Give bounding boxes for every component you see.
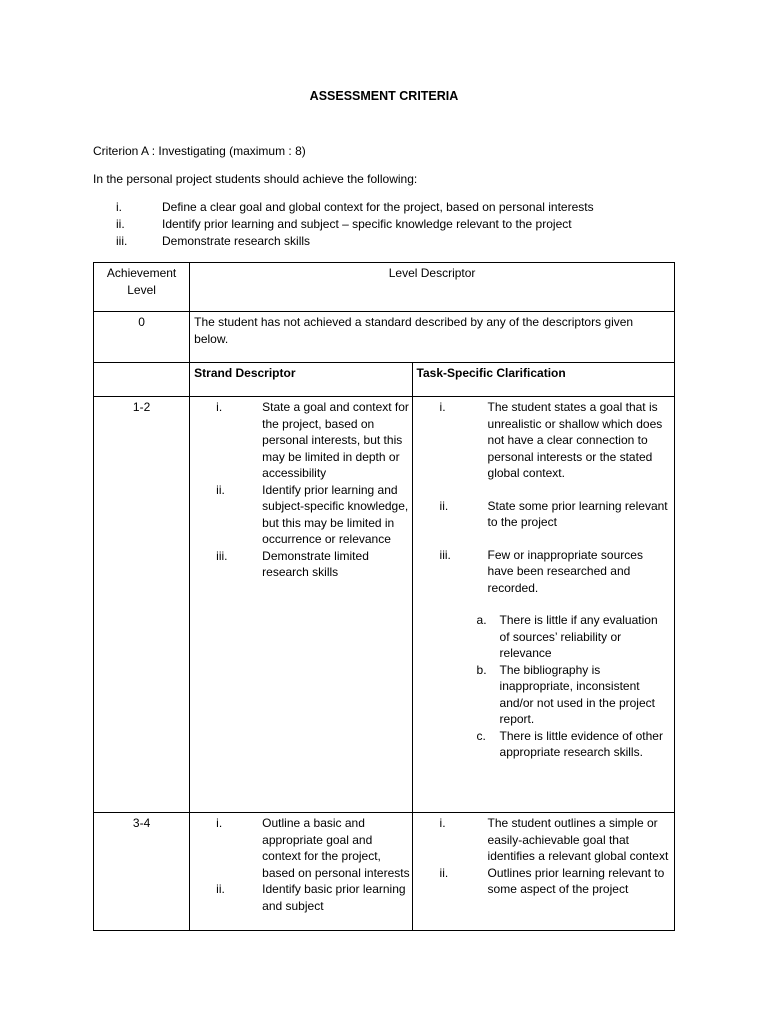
- task-list: [413, 815, 674, 898]
- item-number: i.: [439, 816, 446, 830]
- task-sub-list: [413, 612, 674, 761]
- item-number: i.: [216, 400, 223, 414]
- list-item: [413, 865, 674, 898]
- objective-text: Demonstrate research skills: [162, 234, 311, 248]
- page-title: ASSESSMENT CRITERIA: [309, 89, 459, 103]
- objective-number: i.: [116, 200, 122, 214]
- item-text: The bibliography is inappropriate, inconsistent and/or not used in the project report.: [499, 662, 655, 726]
- objective-item: [93, 216, 594, 233]
- item-number: i.: [216, 816, 223, 830]
- item-text: There is little evidence of other appropriate research skills.: [499, 728, 663, 759]
- list-item: [413, 728, 674, 761]
- level-cell: 1-2: [94, 397, 190, 813]
- header-achievement-level: Achievement Level: [94, 263, 190, 312]
- item-text: Few or inappropriate sources have been researched and recorded.: [487, 547, 643, 595]
- assessment-table: [93, 262, 675, 931]
- item-text: The student states a goal that is unrealistic or shallow which does not have a clear connection to personal interests or the stated global context.: [487, 400, 663, 480]
- strand-descriptor-cell: [190, 813, 412, 931]
- item-text: State a goal and context for the project, based on personal interests, but this may be limited in depth or accessibility: [262, 400, 409, 480]
- table-row-level-1-2: [94, 397, 675, 813]
- item-text: Outlines prior learning relevant to some aspect of the project: [487, 865, 665, 896]
- strand-list: [190, 815, 411, 914]
- list-item: [413, 498, 674, 531]
- level-cell: 3-4: [94, 813, 190, 931]
- item-number: ii.: [216, 882, 225, 896]
- item-number: ii.: [439, 865, 449, 880]
- empty-cell: [94, 363, 190, 397]
- item-text: There is little if any evaluation of sources’ reliability or relevance: [499, 613, 658, 660]
- item-text: Identify prior learning and subject-specific knowledge, but this may be limited in occurrence or relevance: [262, 482, 409, 546]
- list-item: [190, 548, 411, 581]
- criterion-heading: Criterion A : Investigating (maximum : 8): [93, 144, 306, 158]
- item-number: iii.: [439, 547, 451, 562]
- item-text: The student outlines a simple or easily-achievable goal that identifies a relevant global context: [487, 816, 669, 863]
- table-header-row: [94, 263, 675, 312]
- objective-item: [93, 233, 594, 250]
- list-item: [413, 547, 674, 597]
- item-letter: b.: [476, 662, 487, 677]
- task-list: [413, 399, 674, 596]
- item-text: Identify basic prior learning and subject: [262, 882, 406, 913]
- item-number: ii.: [216, 482, 225, 497]
- item-text: Demonstrate limited research skills: [262, 548, 369, 579]
- list-item: [190, 815, 411, 881]
- list-item: [413, 815, 674, 865]
- task-clarification-header: Task-Specific Clarification: [412, 363, 674, 397]
- item-number: iii.: [216, 548, 228, 563]
- item-letter: a.: [476, 613, 487, 627]
- item-number: i.: [439, 400, 446, 414]
- level-0-descriptor: The student has not achieved a standard described by any of the descriptors given below.: [190, 312, 675, 363]
- list-item: [413, 662, 674, 728]
- item-text: Outline a basic and appropriate goal and context for the project, based on personal interests: [262, 816, 410, 880]
- list-item: [190, 881, 411, 914]
- strand-descriptor-header: Strand Descriptor: [190, 363, 412, 397]
- intro-text: In the personal project students should achieve the following:: [93, 172, 418, 186]
- list-item: [190, 399, 411, 482]
- item-letter: c.: [476, 728, 486, 743]
- objective-text: Identify prior learning and subject – specific knowledge relevant to the project: [162, 217, 572, 231]
- table-subheader-row: [94, 363, 675, 397]
- objective-number: iii.: [116, 234, 128, 248]
- item-number: ii.: [439, 498, 449, 513]
- objective-number: ii.: [116, 217, 125, 231]
- table-row-level-3-4: [94, 813, 675, 931]
- header-level-descriptor: Level Descriptor: [190, 263, 675, 312]
- strand-descriptor-cell: [190, 397, 412, 813]
- objectives-list: [93, 199, 594, 250]
- task-clarification-cell: [412, 397, 674, 813]
- list-item: [413, 612, 674, 662]
- table-row-level-0: [94, 312, 675, 363]
- objective-text: Define a clear goal and global context for the project, based on personal interests: [162, 200, 594, 214]
- list-item: [413, 399, 674, 482]
- strand-list: [190, 399, 411, 581]
- level-cell: 0: [94, 312, 190, 363]
- task-clarification-cell: [412, 813, 674, 931]
- objective-item: [93, 199, 594, 216]
- item-text: State some prior learning relevant to the project: [487, 498, 668, 529]
- list-item: [190, 482, 411, 548]
